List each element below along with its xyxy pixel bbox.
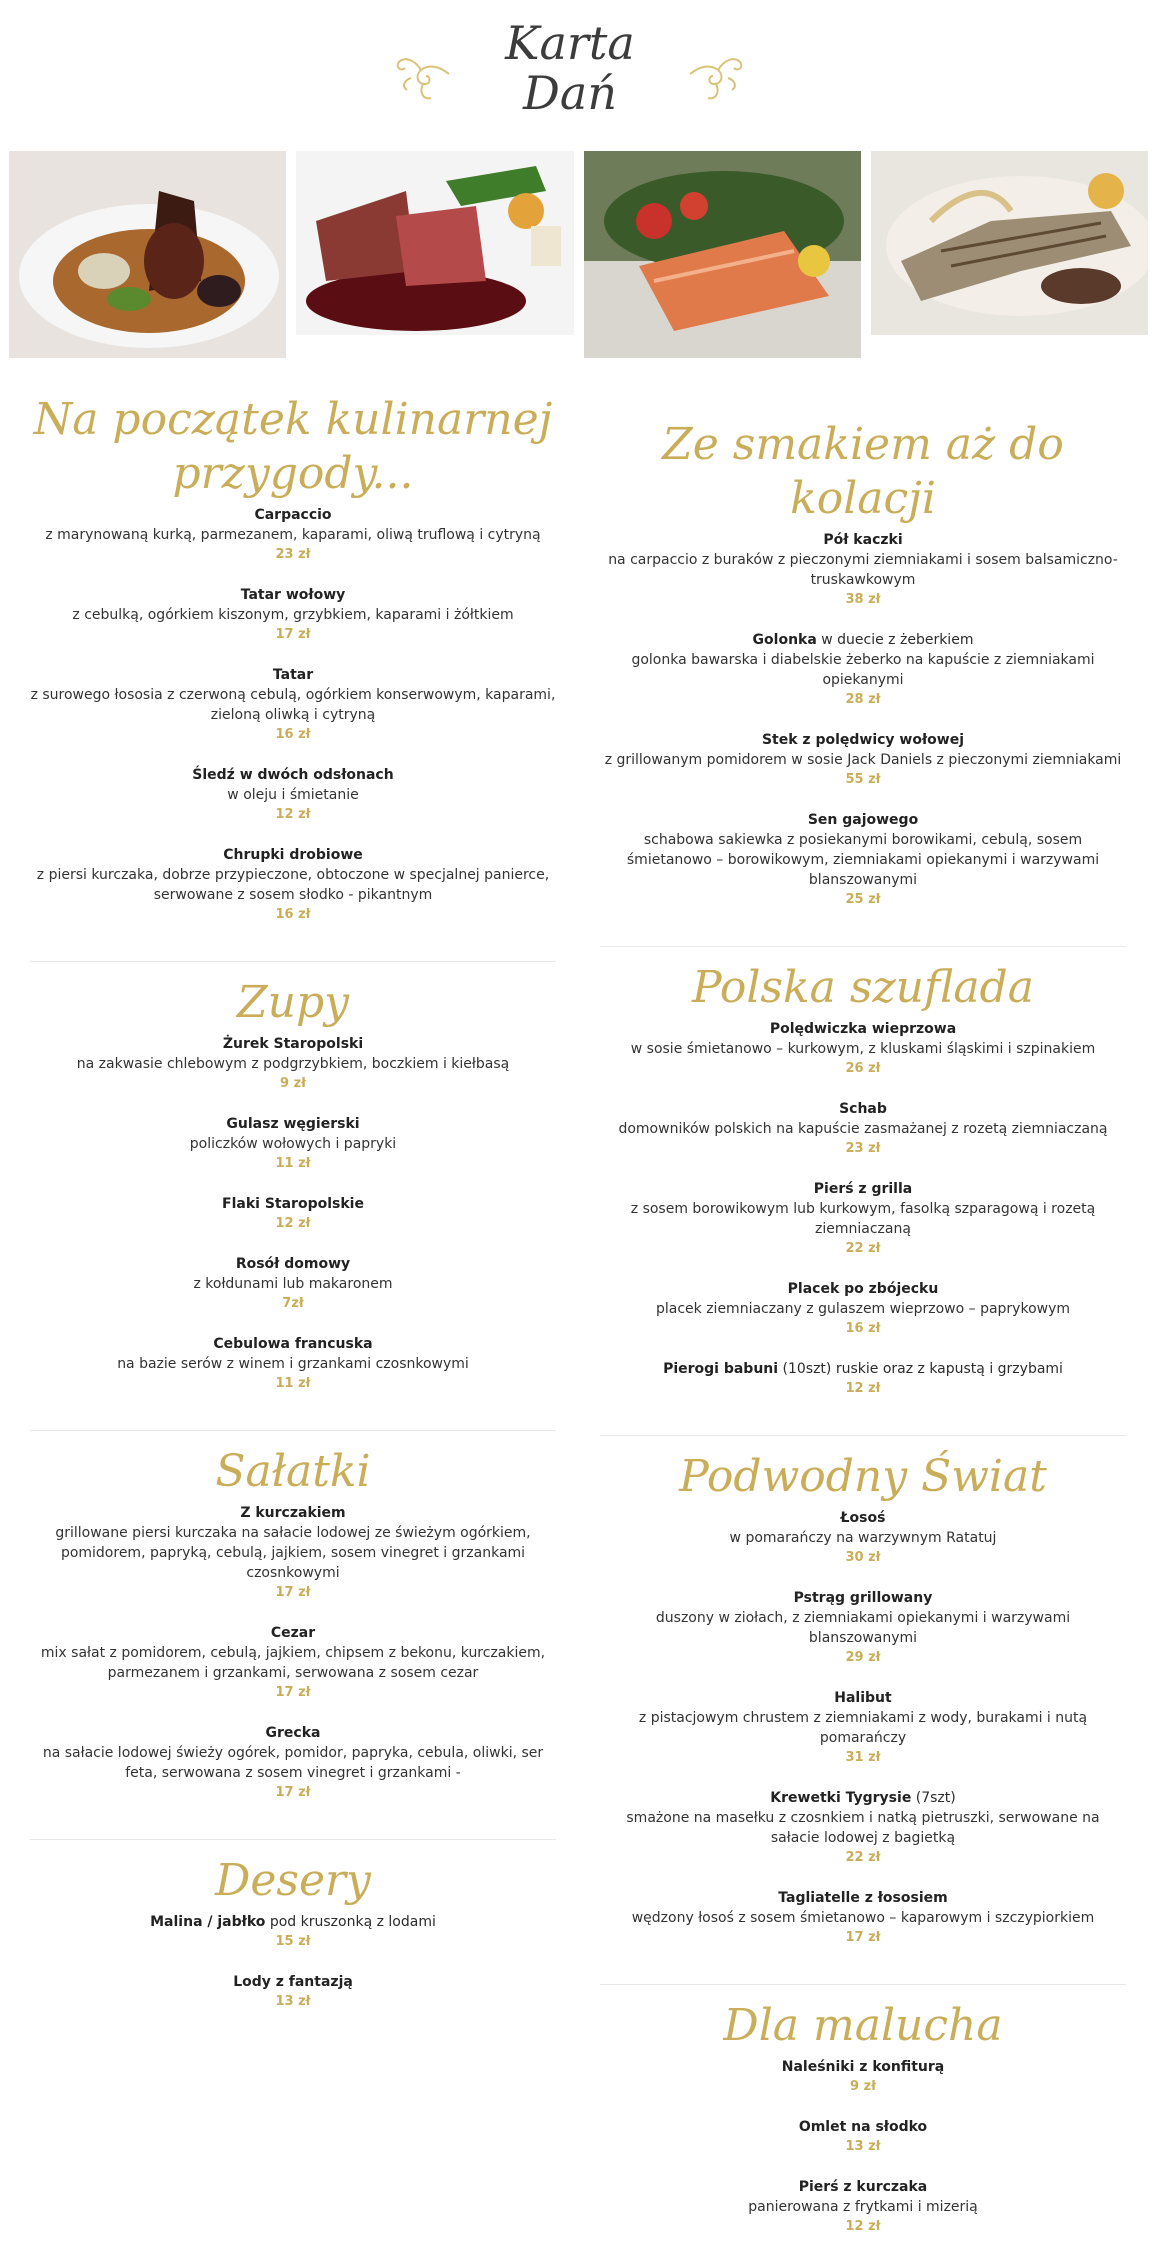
menu-header [0, 0, 1166, 140]
menu-item: Schab domowników polskich na kapuście zasmażanej z rozetą ziemniaczaną 23 zł [618, 1101, 1108, 1156]
section-title-kids: Dla malucha [723, 2000, 1003, 2051]
menu-item: Z kurczakiem grillowane piersi kurczaka na sałacie lodowej ze świeżym ogórkiem, pomidorem, papryką, cebulą, jajkiem, sosem vinegret i grzankami czosnkowymi 17 zł [55, 1505, 531, 1600]
menu-item: Śledź w dwóch odsłonach w oleju i śmietanie 12 zł [192, 767, 394, 822]
menu-item: Flaki Staropolskie 12 zł [222, 1196, 364, 1231]
section-title-mains: Ze smakiem aż do kolacji [662, 419, 1064, 524]
menu-item: Tagliatelle z łososiem wędzony łosoś z sosem śmietanowo – kaparowym i szczypiorkiem 17 zł [631, 1890, 1095, 1945]
menu-item: Cezar mix sałat z pomidorem, cebulą, jajkiem, chipsem z bekonu, kurczakiem, parmezanem i grzankami, serwowana z sosem cezar 17 zł [40, 1625, 546, 1700]
section-seafood [600, 1450, 1126, 1974]
divider [30, 961, 556, 962]
menu-item: Naleśniki z konfiturą 9 zł [781, 2059, 945, 2094]
divider [600, 946, 1126, 947]
divider [30, 1839, 556, 1840]
menu-item: Rosół domowy z kołdunami lub makaronem 7zł [193, 1256, 393, 1311]
menu-item: Łosoś w pomarańczy na warzywnym Ratatuj 30 zł [729, 1510, 997, 1565]
menu-item: Gulasz węgierski policzków wołowych i papryki 11 zł [189, 1116, 397, 1171]
photo-grilled-fish-icon [871, 151, 1148, 335]
menu-item: Polędwiczka wieprzowa w sosie śmietanowo – kurkowym, z kluskami śląskimi i szpinakiem 26 zł [630, 1021, 1096, 1076]
menu-item: Omlet na słodko 13 zł [798, 2119, 928, 2154]
menu-item: Lody z fantazją 13 zł [233, 1974, 353, 2009]
menu-item: Krewetki Tygrysie (7szt) smażone na masełku z czosnkiem i natką pietruszki, serwowane na sałacie lodowej z bagietką 22 zł [626, 1790, 1100, 1865]
section-starters [30, 393, 556, 951]
photo-salmon-icon [584, 151, 861, 358]
section-desserts [30, 1854, 556, 2038]
section-salads [30, 1445, 556, 1829]
menu-item: Pierś z kurczaka panierowana z frytkami i mizerią 12 zł [748, 2179, 978, 2234]
right-column [600, 418, 1126, 2263]
menu-item: Pstrąg grillowany duszony w ziołach, z ziemniakami opiekanymi i warzywami blanszowanymi 29 zł [655, 1590, 1071, 1665]
menu-item: Żurek Staropolski na zakwasie chlebowym z podgrzybkiem, boczkiem i kiełbasą 9 zł [76, 1036, 510, 1091]
page-title: Karta Dań [505, 16, 635, 120]
section-title-salads: Sałatki [215, 1446, 371, 1497]
menu-item: Tatar z surowego łososia z czerwoną cebulą, ogórkiem konserwowym, kaparami, zieloną oliwką i cytryną 16 zł [30, 667, 556, 742]
flourish-right-icon [686, 44, 746, 104]
menu-item: Cebulowa francuska na bazie serów z winem i grzankami czosnkowymi 11 zł [117, 1336, 469, 1391]
photo-pork-knuckle-icon [9, 151, 286, 358]
menu-item: Placek po zbójecku placek ziemniaczany z gulaszem wieprzowo – paprykowym 16 zł [655, 1281, 1071, 1336]
menu-item: Stek z polędwicy wołowej z grillowanym pomidorem w sosie Jack Daniels z pieczonymi ziemniakami 55 zł [604, 732, 1122, 787]
menu-item: Pół kaczki na carpaccio z buraków z pieczonymi ziemniakami i sosem balsamiczno-truskawkowym 38 zł [608, 532, 1118, 607]
divider [600, 1984, 1126, 1985]
section-soups [30, 976, 556, 1420]
menu-item: Sen gajowego schabowa sakiewka z posiekanymi borowikami, cebulą, sosem śmietanowo – borowikowym, ziemniakami opiekanymi i warzywami blanszowanymi 25 zł [626, 812, 1100, 907]
menu-item: Pierś z grilla z sosem borowikowym lub kurkowym, fasolką szparagową i rozetą ziemniaczaną 22 zł [630, 1181, 1096, 1256]
section-polish [600, 961, 1126, 1425]
photo-duck-breast-icon [296, 151, 574, 335]
section-title-starters: Na początek kulinarnej przygody... [33, 394, 553, 499]
menu-item: Chrupki drobiowe z piersi kurczaka, dobrze przypieczone, obtoczone w specjalnej panierce, serwowane z sosem słodko - pikantnym 16 zł [36, 847, 550, 922]
menu-item: Golonka w duecie z żeberkiem golonka bawarska i diabelskie żeberko na kapuście z ziemniakami opiekanymi 28 zł [631, 632, 1095, 707]
menu-item: Halibut z pistacjowym chrustem z ziemniakami z wody, burakami i nutą pomarańczy 31 zł [638, 1690, 1088, 1765]
menu-item: Pierogi babuni (10szt) ruskie oraz z kapustą i grzybami 12 zł [663, 1361, 1063, 1396]
left-column [30, 393, 556, 2038]
menu-item: Malina / jabłko pod kruszonką z lodami 15 zł [150, 1914, 436, 1949]
divider [30, 1430, 556, 1431]
divider [600, 1435, 1126, 1436]
section-kids [600, 1999, 1126, 2263]
section-title-desserts: Desery [215, 1855, 371, 1906]
menu-item: Carpaccio z marynowaną kurką, parmezanem, kaparami, oliwą truflową i cytryną 23 zł [45, 507, 541, 562]
menu-item: Tatar wołowy z cebulką, ogórkiem kiszonym, grzybkiem, kaparami i żółtkiem 17 zł [72, 587, 514, 642]
section-title-polish: Polska szuflada [692, 962, 1034, 1013]
section-mains [600, 418, 1126, 936]
menu-item: Grecka na sałacie lodowej świeży ogórek, pomidor, papryka, cebula, oliwki, ser feta, serwowana z sosem vinegret i grzankami - 17 zł [42, 1725, 544, 1800]
section-title-seafood: Podwodny Świat [679, 1451, 1047, 1502]
section-title-soups: Zupy [237, 977, 349, 1028]
flourish-left-icon [393, 44, 453, 104]
